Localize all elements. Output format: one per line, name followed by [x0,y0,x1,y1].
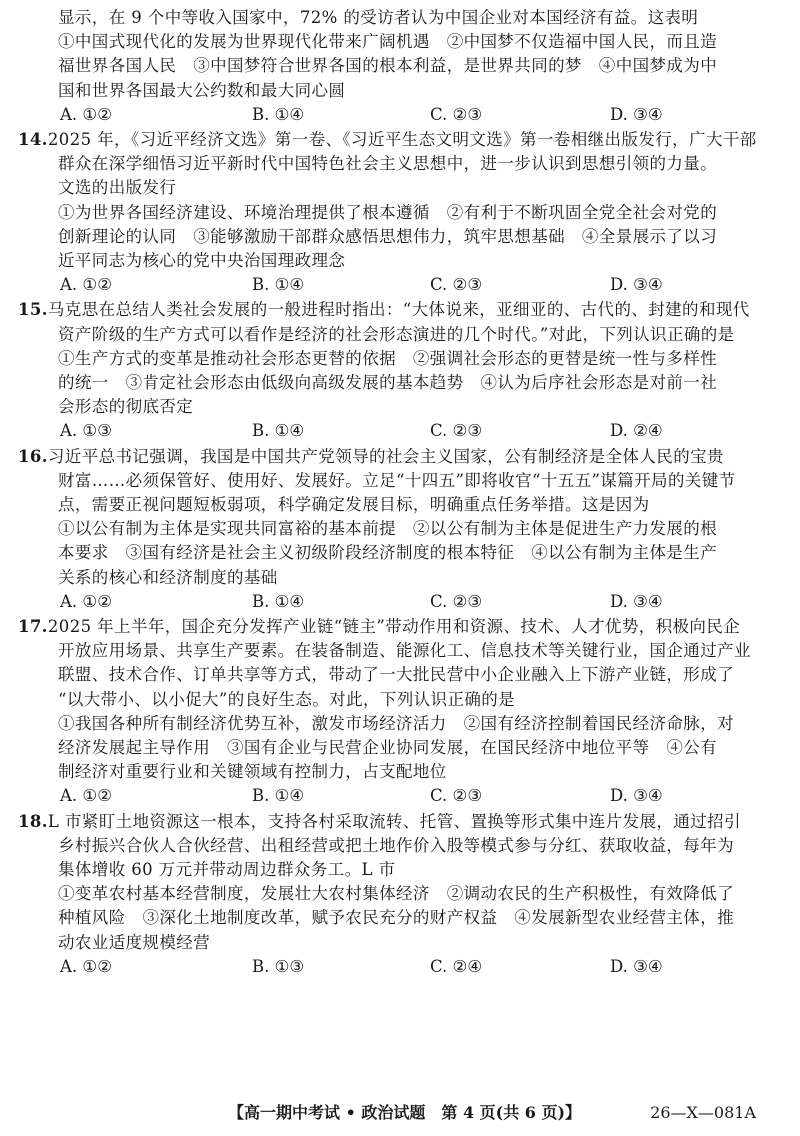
q15-line-2: 资产阶级的生产方式可以看作是经济的社会形态演进的几个时代。”对此，下列认识正确的是 [58,324,735,344]
footer-title: 【高一期中考试 • 政治试题 第 4 页(共 6 页)】 [228,1103,582,1122]
q17-line-7: 制经济对重要行业和关键领域有控制力，占支配地位 [58,762,447,782]
q17-line-4: “以大带小、以小促大”的良好生态。对此，下列认识正确的是 [58,689,516,709]
q15-line-3: ①生产方式的变革是推动社会形态更替的依据 ②强调社会形态的更替是统一性与多样性 [58,348,718,368]
q18-line-2: 乡村振兴合伙人合伙经营、出租经营或把土地作价入股等模式参与分红、获取收益，每年为 [58,835,734,855]
q14-number: 14. [18,130,48,149]
q16-line-5: 本要求 ③国有经济是社会主义初级阶段经济制度的根本特征 ④以公有制为主体是生产 [58,543,718,563]
q17-options [58,784,782,808]
q15-stem-start: 马克思在总结人类社会发展的一般进程时指出：“大体说来，亚细亚的、古代的、封建的和现代 [47,300,750,320]
q18-option-c: C. ②④ [430,956,483,976]
q14-option-c: C. ②③ [430,275,483,295]
q13-options [58,103,782,127]
q13-line-3: 福世界各国人民 ③中国梦符合世界各国的根本利益，是世界共同的梦 ④中国梦成为中 [58,56,718,76]
q17-option-d: D. ③④ [610,786,663,806]
q16-option-d: D. ③④ [610,591,663,611]
q18-option-a: A. ①② [60,956,112,976]
question-18 [18,810,782,979]
q14-line-4: ①为世界各国经济建设、环境治理提供了根本遵循 ②有利于不断巩固全党全社会对党的 [58,202,718,222]
q15-number: 15. [18,300,48,320]
q17-option-a: A. ①② [60,786,112,806]
q14-options [58,273,782,297]
q18-line-6: 动农业适度规模经营 [58,932,211,952]
q18-line-3: 集体增收 60 万元并带动周边群众务工。L 市 [58,860,396,880]
q16-line-1 [18,445,782,469]
footer-exam-code: 26—X—081A [650,1103,756,1122]
q17-line-1 [18,615,782,639]
q16-line-6: 关系的核心和经济制度的基础 [58,567,278,587]
q16-option-b: B. ①④ [252,591,305,611]
question-13 [58,6,782,127]
q15-option-d: D. ②④ [610,421,663,441]
q13-line-4: 国和世界各国最大公约数和最大同心圆 [58,80,346,100]
q18-line-5: 种植风险 ③深化土地制度改革，赋予农民充分的财产权益 ④发展新型农业经营主体，推 [58,908,734,928]
question-15 [18,298,782,443]
q14-line-1 [18,128,782,152]
q13-option-d: D. ③④ [610,104,663,124]
q17-number: 17. [18,617,48,637]
q14-line-5: 创新理论的认同 ③能够激励干部群众感悟思想伟力，筑牢思想基础 ④全景展示了以习 [58,226,718,246]
q17-line-6: 经济发展起主导作用 ③国有企业与民营企业协同发展，在国民经济中地位平等 ④公有 [58,738,718,758]
q18-line-4: ①变革农村基本经营制度，发展壮大农村集体经济 ②调动农民的生产积极性，有效降低了 [58,884,734,904]
q16-options [58,590,782,614]
q16-option-a: A. ①② [60,591,112,611]
q18-line-1 [18,810,782,834]
q15-options [58,419,782,443]
q18-option-b: B. ①③ [252,956,305,976]
question-17 [18,615,782,809]
q13-option-c: C. ②③ [430,104,483,124]
q14-stem-start: 2025 年，《习近平经济文选》第一卷、《习近平生态文明文选》第一卷相继出版发行，广大干部 [47,130,757,149]
q15-option-c: C. ②③ [430,421,483,441]
q17-line-5: ①我国各种所有制经济优势互补，激发市场经济活力 ②国有经济控制着国民经济命脉，对 [58,713,734,733]
q14-option-d: D. ③④ [610,275,663,295]
q14-option-b: B. ①④ [252,275,305,295]
q16-option-c: C. ②③ [430,591,483,611]
q17-line-2: 开放应用场景、共享生产要素。在装备制造、能源化工、信息技术等关键行业，国企通过产业 [58,641,751,661]
q15-option-a: A. ①③ [60,421,112,441]
q13-option-b: B. ①④ [252,104,305,124]
q14-line-6: 近平同志为核心的党中央治国理政理念 [58,251,346,271]
q16-stem-start: 习近平总书记强调，我国是中国共产党领导的社会主义国家，公有制经济是全体人民的宝贵 [47,446,724,466]
q18-number: 18. [18,811,48,831]
q17-line-3: 联盟、技术合作、订单共享等方式，带动了一大批民营中小企业融入上下游产业链，形成了 [58,665,734,685]
q14-line-3: 文选的出版发行 [58,178,177,198]
q13-line-1: 显示，在 9 个中等收入国家中，72% 的受访者认为中国企业对本国经济有益。这表明 [58,8,699,27]
question-14 [18,128,782,297]
q13-line-2: ①中国式现代化的发展为世界现代化带来广阔机遇 ②中国梦不仅造福中国人民，而且造 [58,32,718,52]
q15-line-1 [18,298,782,322]
q17-option-b: B. ①④ [252,786,305,806]
q15-line-5: 会形态的彻底否定 [58,397,194,417]
q17-option-c: C. ②③ [430,786,483,806]
q18-option-d: D. ③④ [610,956,663,976]
page-footer [0,1098,800,1128]
q16-line-3: 点，需要正视问题短板弱项，科学确定发展目标，明确重点任务举措。这是因为 [58,495,650,515]
question-16 [18,445,782,614]
q16-line-2: 财富……必须保管好、使用好、发展好。立足“十四五”即将收官“十五五”谋篇开局的关键节 [58,470,736,490]
q17-stem-start: 2025 年上半年，国企充分发挥产业链“链主”带动作用和资源、技术、人才优势，积极向民企 [47,617,741,637]
q14-line-2: 群众在深学细悟习近平新时代中国特色社会主义思想中，进一步认识到思想引领的力量。 [58,154,718,174]
q15-line-4: 的统一 ③肯定社会形态由低级向高级发展的基本趋势 ④认为后序社会形态是对前一社 [58,373,718,393]
q16-line-4: ①以公有制为主体是实现共同富裕的基本前提 ②以公有制为主体是促进生产力发展的根 [58,519,718,539]
q13-option-a: A. ①② [60,104,112,124]
q18-stem-start: L 市紧盯土地资源这一根本，支持各村采取流转、托管、置换等形式集中连片发展，通过招引 [47,811,741,831]
q16-number: 16. [18,446,48,466]
q18-options [58,955,782,979]
q15-option-b: B. ①④ [252,421,305,441]
q14-option-a: A. ①② [60,275,112,295]
